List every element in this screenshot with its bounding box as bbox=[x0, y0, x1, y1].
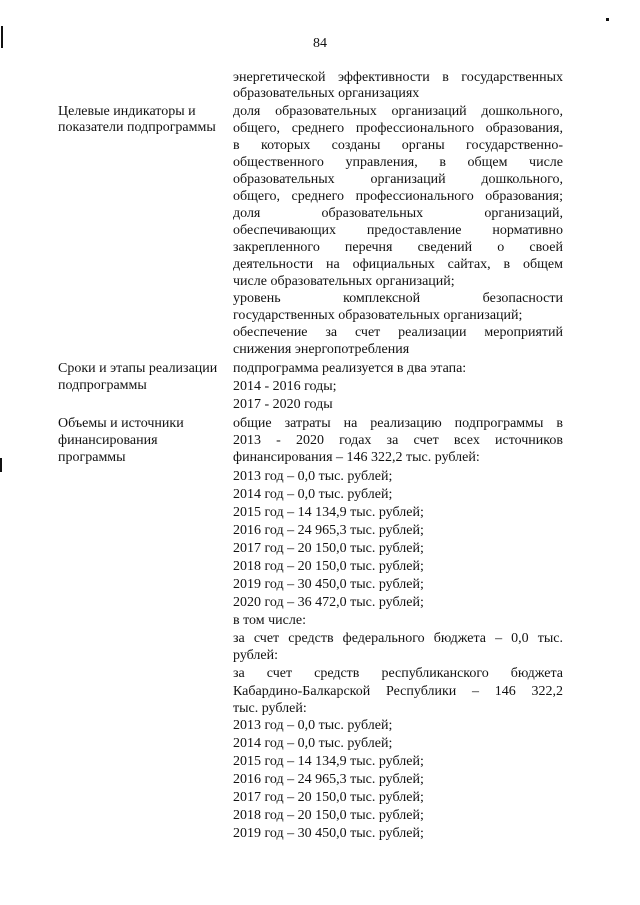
body-line: общего, среднего профессионального образования; bbox=[233, 189, 563, 204]
body-line: 2013 - 2020 годах за счет всех источников bbox=[233, 433, 563, 448]
body-line: в том числе: bbox=[233, 613, 306, 628]
body-line: деятельности на официальных сайтах, в общем bbox=[233, 257, 563, 272]
body-line: в которых созданы органы государственно- bbox=[233, 138, 563, 153]
funding-year-line: 2016 год – 24 965,3 тыс. рублей; bbox=[233, 523, 424, 538]
section-label-indicators: Целевые индикаторы и bbox=[58, 104, 196, 119]
funding-year-line: 2019 год – 30 450,0 тыс. рублей; bbox=[233, 577, 424, 592]
funding-year-line: 2013 год – 0,0 тыс. рублей; bbox=[233, 718, 393, 733]
body-line: рублей: bbox=[233, 648, 278, 663]
body-line: обеспечивающих предоставление нормативно bbox=[233, 223, 563, 238]
funding-year-line: 2016 год – 24 965,3 тыс. рублей; bbox=[233, 772, 424, 787]
funding-year-line: 2017 год – 20 150,0 тыс. рублей; bbox=[233, 541, 424, 556]
body-line: образовательных организациях bbox=[233, 86, 420, 101]
body-line: закрепленного перечня сведений о своей bbox=[233, 240, 563, 255]
section-label-timing: подпрограммы bbox=[58, 378, 147, 393]
body-line: Кабардино-Балкарской Республики – 146 322,2 bbox=[233, 684, 563, 699]
body-line: 2014 - 2016 годы; bbox=[233, 379, 337, 394]
body-line: за счет средств республиканского бюджета bbox=[233, 666, 563, 681]
body-line: тыс. рублей: bbox=[233, 701, 307, 716]
funding-year-line: 2018 год – 20 150,0 тыс. рублей; bbox=[233, 808, 424, 823]
body-line: числе образовательных организаций; bbox=[233, 274, 455, 289]
funding-year-line: 2019 год – 30 450,0 тыс. рублей; bbox=[233, 826, 424, 841]
body-line: снижения энергопотребления bbox=[233, 342, 410, 357]
section-label-funding: программы bbox=[58, 450, 126, 465]
body-line: общего, среднего профессионального образования, bbox=[233, 121, 563, 136]
funding-year-line: 2018 год – 20 150,0 тыс. рублей; bbox=[233, 559, 424, 574]
section-label-indicators: показатели подпрограммы bbox=[58, 120, 216, 135]
body-line: общественного управления, в общем числе bbox=[233, 155, 563, 170]
scan-edge-mark bbox=[606, 18, 609, 21]
body-line: за счет средств федерального бюджета – 0,0 тыс. bbox=[233, 631, 563, 646]
section-label-funding: Объемы и источники bbox=[58, 416, 184, 431]
body-line: обеспечение за счет реализации мероприятий bbox=[233, 325, 563, 340]
funding-year-line: 2020 год – 36 472,0 тыс. рублей; bbox=[233, 595, 424, 610]
funding-year-line: 2015 год – 14 134,9 тыс. рублей; bbox=[233, 505, 424, 520]
scan-edge-mark bbox=[0, 458, 2, 472]
body-line: доля образовательных организаций, bbox=[233, 206, 563, 221]
funding-year-line: 2014 год – 0,0 тыс. рублей; bbox=[233, 487, 393, 502]
funding-year-line: 2017 год – 20 150,0 тыс. рублей; bbox=[233, 790, 424, 805]
body-line: уровень комплексной безопасности bbox=[233, 291, 563, 306]
section-label-funding: финансирования bbox=[58, 433, 158, 448]
funding-year-line: 2015 год – 14 134,9 тыс. рублей; bbox=[233, 754, 424, 769]
page-number: 84 bbox=[313, 36, 327, 51]
funding-year-line: 2014 год – 0,0 тыс. рублей; bbox=[233, 736, 393, 751]
body-line: 2017 - 2020 годы bbox=[233, 397, 333, 412]
section-label-timing: Сроки и этапы реализации bbox=[58, 361, 218, 376]
body-line: подпрограмма реализуется в два этапа: bbox=[233, 361, 467, 376]
body-line: энергетической эффективности в государственных bbox=[233, 70, 563, 85]
body-line: государственных образовательных организаций; bbox=[233, 308, 523, 323]
body-line: финансирования – 146 322,2 тыс. рублей: bbox=[233, 450, 480, 465]
body-line: общие затраты на реализацию подпрограммы в bbox=[233, 416, 563, 431]
body-line: образовательных организаций дошкольного, bbox=[233, 172, 563, 187]
funding-year-line: 2013 год – 0,0 тыс. рублей; bbox=[233, 469, 393, 484]
body-line: доля образовательных организаций дошкольного, bbox=[233, 104, 563, 119]
